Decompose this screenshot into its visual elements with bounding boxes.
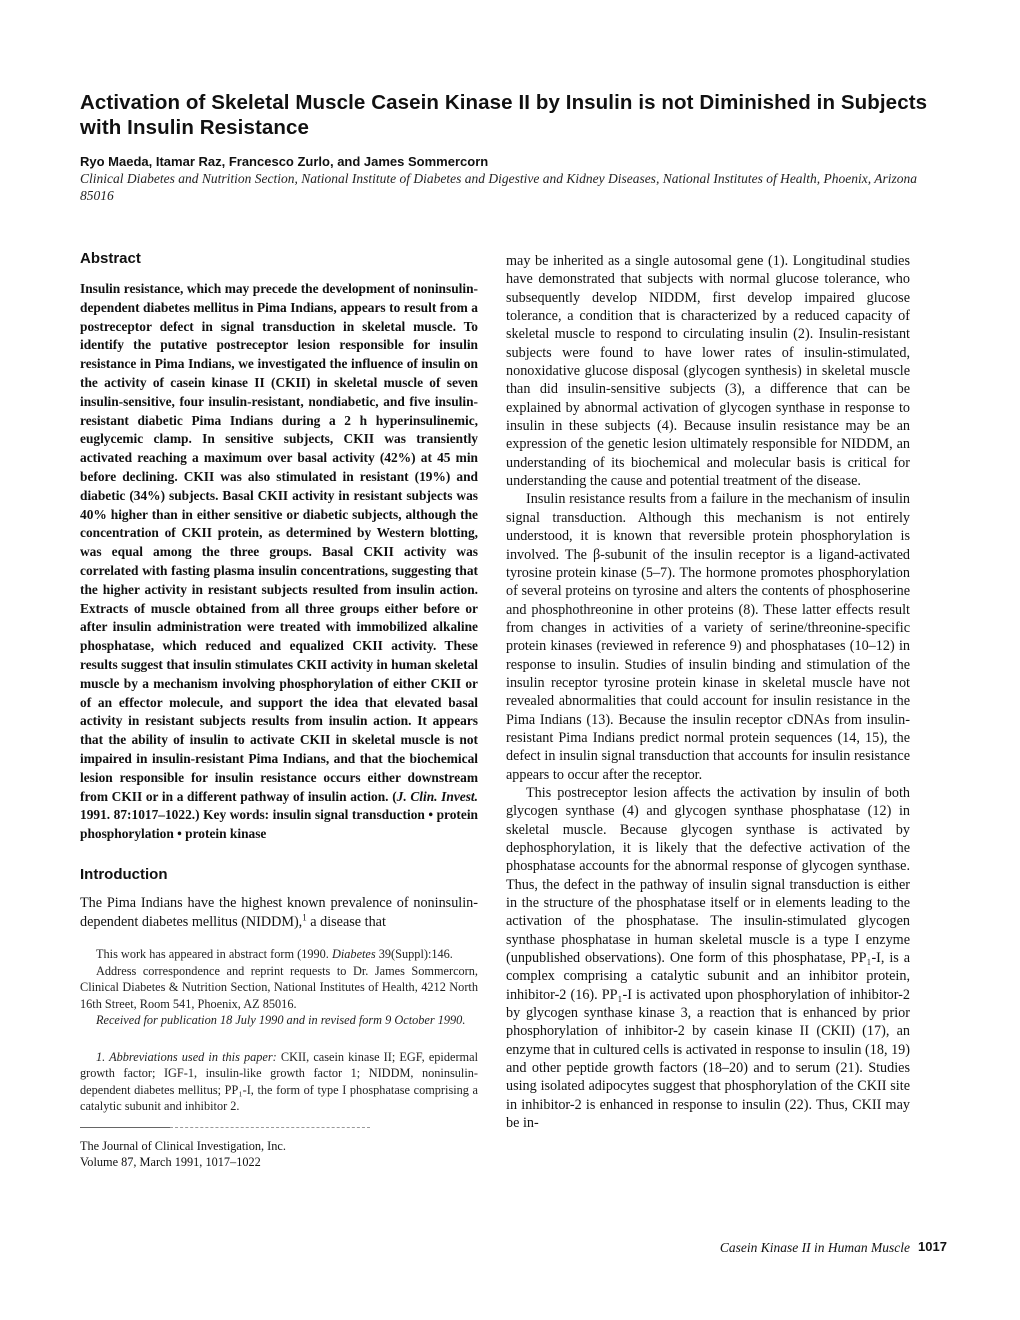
- right-paragraph-3: This postreceptor lesion affects the activation by insulin of both glycogen synthase (4) and glycogen synthase phosphatase (12) in skeletal muscle. Because glycogen synthase is activated by dephosphorylation, it is likely that the defective activation of the phosphatase accounts for the abnormal response of glycogen synthase. Thus, the defect in the pathway of insulin signal transduction is either in the structure of the phosphatase itself or in elements leading to the activation of the phosphatase. The insulin-stimulated glycogen synthase phosphatase in human skeletal muscle is a type I enzyme (unpublished observations). One form of this phosphatase, PP₁-I, is a complex comprising a catalytic subunit and an inhibitor protein, inhibitor-2 (16). PP₁-I is activated upon phosphorylation of inhibitor-2 by glycogen synthase kinase 3, a reaction that is enhanced by prior phosphorylation of inhibitor-2 by casein kinase II (CKII) (17), an enzyme that in cultured cells is activated in response to insulin (18, 19) and other peptide growth factors (18–20) and to serum (21). Studies using isolated adipocytes suggest that phosphorylation of the CKII site in inhibitor-2 is enhanced in response to insulin (22). Thus, CKII may be in-: [506, 784, 910, 1132]
- journal-divider: [80, 1127, 170, 1128]
- left-column: [80, 250, 478, 1170]
- received-note: Received for publication 18 July 1990 and in revised form 9 October 1990.: [96, 1013, 466, 1028]
- introduction-heading: Introduction: [80, 865, 168, 883]
- acknowledgement-notes: [80, 946, 478, 1029]
- intro-text-end: a disease that: [306, 914, 386, 931]
- citation-open: (: [392, 788, 397, 804]
- abstract-body: [80, 280, 478, 844]
- journal-info: [80, 1138, 478, 1170]
- abstract-heading: Abstract: [80, 250, 141, 267]
- citation-keywords: 1991. 87:1017–1022.) Key words: insulin signal transduction • protein phosphorylation • protein kinase: [80, 807, 478, 842]
- journal-name: The Journal of Clinical Investigation, Inc.: [80, 1138, 286, 1153]
- article-title: Activation of Skeletal Muscle Casein Kinase II by Insulin is not Diminished in Subjects with Insulin Resistance: [80, 91, 928, 139]
- abbreviations-text: CKII, casein kinase II; EGF, epidermal growth factor; IGF-1, insulin-like growth factor 1; NIDDM, noninsulin-dependent diabetes mellitus; PP₁-I, the form of type I phosphatase comprising a catalytic subunit and inhibitor 2.: [80, 1049, 478, 1114]
- running-title: Casein Kinase II in Human Muscle: [719, 1240, 910, 1255]
- abbreviations-label: 1. Abbreviations used in this paper:: [96, 1049, 277, 1064]
- right-paragraph-1: may be inherited as a single autosomal gene (1). Longitudinal studies have demonstrated that subjects with normal glucose tolerance, who subsequently develop NIDDM, first develop impaired glucose tolerance, a condition that is characterized by a reduced capacity of skeletal muscle to respond to circulating insulin (2). Insulin-resistant subjects were found to have lower rates of insulin-stimulated, nonoxidative glucose disposal (glycogen synthesis) in skeletal muscle than did insulin-sensitive subjects (3), a difference that can be explained by abnormal activation of glycogen synthase in response to insulin in these subjects (4). Because insulin resistance may be an expression of the genetic lesion ultimately responsible for NIDDM, an understanding of its biochemical and molecular basis is critical for understanding the cause and potential treatment of the disease.: [506, 253, 910, 490]
- abstract-text: Insulin resistance, which may precede the development of noninsulin-dependent diabetes mellitus in Pima Indians, appears to result from a postreceptor defect in signal transduction in skeletal muscle. To identify the putative postreceptor lesion responsible for insulin resistance in Pima Indians, we investigated the influence of insulin on the activity of casein kinase II (CKII) in skeletal muscle of seven insulin-sensitive, four insulin-resistant, nondiabetic, and five insulin-resistant diabetic Pima Indians during a 2 h hyperinsulinemic, euglycemic clamp. In sensitive subjects, CKII was transiently activated reaching a maximum over basal activity (42%) at 45 min before declining. CKII was also stimulated in resistant (19%) and diabetic (34%) subjects. Basal CKII activity in resistant subjects was 40% higher than in either sensitive or diabetic subjects, although the concentration of CKII protein, as determined by Western blotting, was equal among the three groups. Basal CKII activity was correlated with fasting plasma insulin concentrations, suggesting that the higher activity in resistant subjects resulted from insulin action. Extracts of muscle obtained from all three groups either before or after insulin administration were treated with immobilized alkaline phosphatase, which reduced and equalized CKII activity. These results suggest that insulin stimulates CKII activity in human skeletal muscle by a mechanism involving phosphorylation of either CKII or of an effector molecule, and support the idea that elevated basal activity in resistant subjects results from insulin action. It appears that the ability of insulin to activate CKII in skeletal muscle is not impaired in insulin-resistant Pima Indians, and that the biochemical lesion responsible for insulin resistance occurs either downstream from CKII or in a different pathway of insulin action.: [80, 281, 478, 804]
- abstract-form-journal: Diabetes: [331, 947, 376, 962]
- right-paragraph-2: Insulin resistance results from a failure in the mechanism of insulin signal transduction. Although this mechanism is not entirely understood, it is known that reversible protein phosphorylation is involved. The β-subunit of the insulin receptor is a ligand-activated tyrosine protein kinase (5–7). The hormone promotes phosphorylation of several proteins on tyrosine and alters the contents of phosphoserine and phosphothreonine in other proteins (8). These latter effects result from changes in activities of a variety of serine/threonine-specific protein kinases (reviewed in reference 9) and phosphatases (10–12) in response to insulin. Studies of insulin binding and stimulation of the insulin receptor tyrosine protein kinase in skeletal muscle have not revealed abnormalities that could account for insulin resistance in the Pima Indians (13). Because the insulin receptor cDNAs from insulin-resistant Pima Indians predict normal protein sequences (14, 15), the defect in insulin signal transduction that accounts for insulin resistance appears to occur after the receptor.: [506, 491, 910, 783]
- right-column: [506, 252, 910, 1133]
- intro-text-start: The Pima Indians have the highest known prevalence of noninsulin-dependent diabetes mellitus (NIDDM),: [80, 894, 478, 931]
- journal-volume: Volume 87, March 1991, 1017–1022: [80, 1154, 261, 1169]
- page-number: 1017: [918, 1239, 947, 1254]
- correspondence-note: Address correspondence and reprint requests to Dr. James Sommercorn, Clinical Diabetes & Nutrition Section, National Institutes of Health, 4212 North 16th Street, Room 541, Phoenix, AZ 85016.: [80, 963, 478, 1011]
- author-list: Ryo Maeda, Itamar Raz, Francesco Zurlo, and James Sommercorn: [80, 154, 489, 169]
- abstract-form-rest: 39(Suppl):146.: [375, 947, 453, 962]
- introduction-paragraph: [80, 894, 478, 932]
- footnote-marker: 1: [302, 912, 307, 923]
- abstract-form-note: [80, 946, 478, 963]
- abstract-form-text: This work has appeared in abstract form (1990.: [96, 947, 332, 962]
- journal-divider-dashed: [170, 1127, 370, 1128]
- abbreviations-footnote: [80, 1049, 478, 1115]
- author-affiliation: Clinical Diabetes and Nutrition Section, National Institute of Diabetes and Digestive and Kidney Diseases, National Institutes of Health, Phoenix, Arizona 85016: [80, 171, 918, 203]
- citation-journal: J. Clin. Invest.: [396, 788, 478, 804]
